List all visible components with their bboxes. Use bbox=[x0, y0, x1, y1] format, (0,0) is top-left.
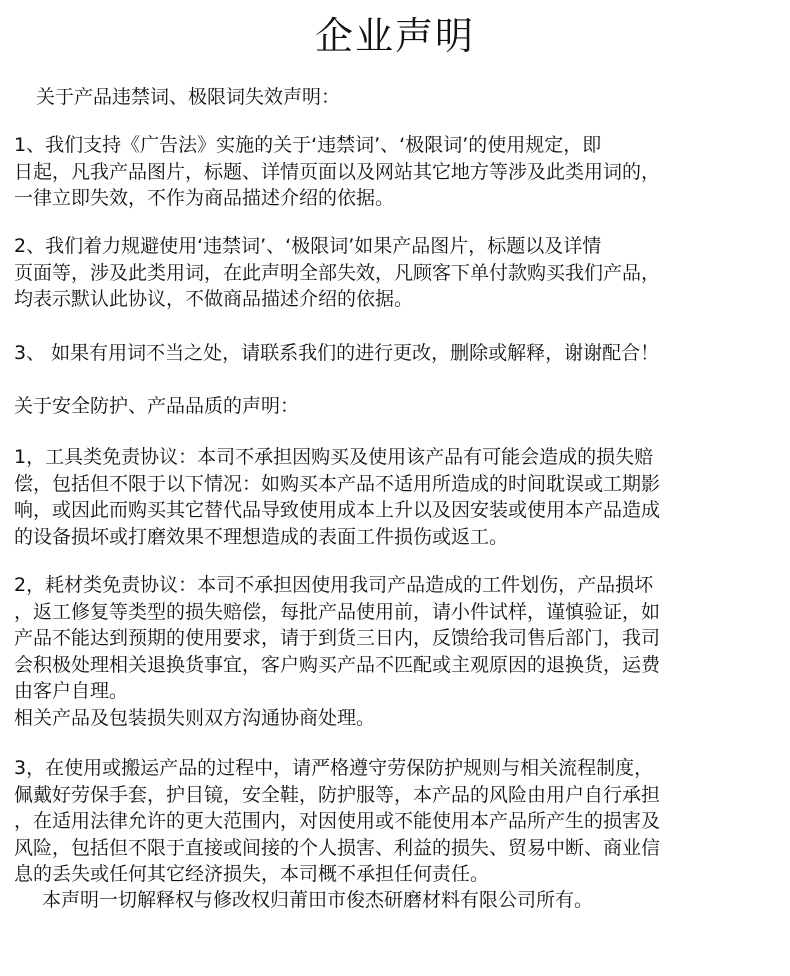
disclaimer-consumables-line: 产品不能达到预期的使用要求，请于到货三日内，反馈给我司售后部门，我司 bbox=[14, 627, 661, 649]
disclaimer-tools-line: 偿，包括但不限于以下情况：如购买本产品不适用所造成的时间耽误或工期影 bbox=[14, 472, 661, 495]
page-title: 企业声明 bbox=[314, 14, 475, 58]
paragraph-1-line: 1、我们支持《广告法》实施的关于‘违禁词’、‘极限词’的使用规定，即 bbox=[14, 134, 602, 156]
safety-usage-notice-line: 风险，包括但不限于直接或间接的个人损害、利益的损失、贸易中断、商业信 bbox=[14, 836, 661, 859]
disclaimer-consumables bbox=[14, 572, 776, 731]
paragraph-2 bbox=[14, 233, 776, 313]
intro-heading: 关于产品违禁词、极限词失效声明： bbox=[36, 86, 341, 108]
disclaimer-consumables-line: 会积极处理相关退换货事宜，客户购买产品不匹配或主观原因的退换货，运费 bbox=[14, 653, 661, 676]
disclaimer-tools-line: 响，或因此而购买其它替代品导致使用成本上升以及因安装或使用本产品造成 bbox=[14, 499, 661, 521]
paragraph-2-line: 2、我们着力规避使用‘违禁词’、‘极限词’如果产品图片，标题以及详情 bbox=[14, 235, 602, 257]
paragraph-1-line: 日起，凡我产品图片，标题、详情页面以及网站其它地方等涉及此类用词的， bbox=[14, 160, 661, 183]
safety-usage-notice bbox=[14, 755, 776, 888]
disclaimer-consumables-line: 相关产品及包装损失则双方沟通协商处理。 bbox=[14, 706, 376, 729]
disclaimer-consumables-line: 2，耗材类免责协议：本司不承担因使用我司产品造成的工件划伤，产品损坏 bbox=[14, 574, 654, 596]
paragraph-2-line: 均表示默认此协议，不做商品描述介绍的依据。 bbox=[14, 288, 414, 310]
safety-heading: 关于安全防护、产品品质的声明： bbox=[14, 395, 300, 417]
paragraph-1 bbox=[14, 132, 776, 212]
paragraph-3: 3、 如果有用词不当之处，请联系我们的进行更改，删除或解释，谢谢配合！ bbox=[14, 342, 660, 364]
disclaimer-consumables-line: ，返工修复等类型的损失赔偿，每批产品使用前，请小件试样，谨慎验证，如 bbox=[14, 600, 661, 623]
disclaimer-tools bbox=[14, 444, 776, 550]
paragraph-1-line: 一律立即失效，不作为商品描述介绍的依据。 bbox=[14, 187, 395, 209]
disclaimer-consumables-line: 由客户自理。 bbox=[14, 680, 129, 702]
paragraph-2-line: 页面等，涉及此类用词，在此声明全部失效，凡顾客下单付款购买我们产品， bbox=[14, 261, 661, 284]
closing-statement: 本声明一切解释权与修改权归莆田市俊杰研磨材料有限公司所有。 bbox=[42, 889, 594, 911]
safety-usage-notice-line: 佩戴好劳保手套，护目镜，安全鞋，防护服等，本产品的风险由用户自行承担 bbox=[14, 783, 661, 806]
disclaimer-tools-line: 的设备损坏或打磨效果不理想造成的表面工件损伤或返工。 bbox=[14, 525, 509, 548]
safety-usage-notice-line: 3，在使用或搬运产品的过程中，请严格遵守劳保防护规则与相关流程制度， bbox=[14, 757, 654, 779]
safety-usage-notice-line: 息的丢失或任何其它经济损失，本司概不承担任何责任。 bbox=[14, 863, 490, 885]
safety-usage-notice-line: ，在适用法律允许的更大范围内，对因使用或不能使用本产品所产生的损害及 bbox=[14, 810, 661, 832]
disclaimer-tools-line: 1，工具类免责协议：本司不承担因购买及使用该产品有可能会造成的损失赔 bbox=[14, 446, 654, 468]
